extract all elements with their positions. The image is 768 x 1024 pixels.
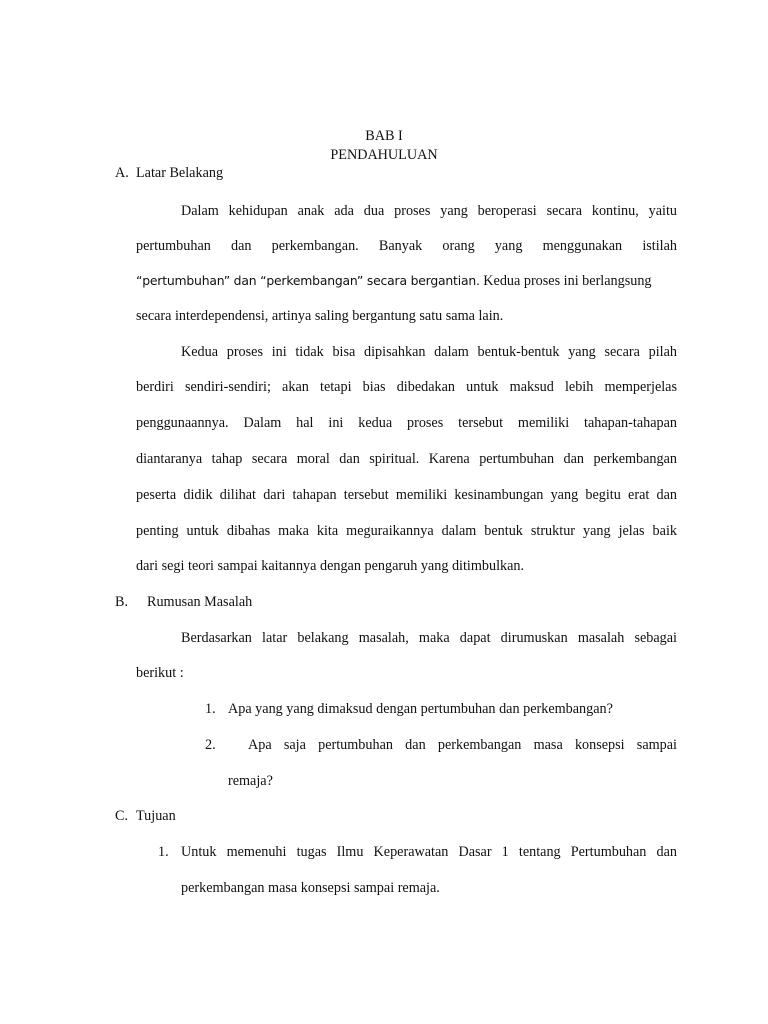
list-item-number: 2. <box>205 737 216 753</box>
section-a-p2-line5: peserta didik dilihat dari tahapan tersebut memiliki kesinambungan yang begitu erat dan <box>136 487 677 503</box>
section-a-heading: Latar Belakang <box>136 165 224 181</box>
section-a-p1-line3 <box>136 273 677 290</box>
section-a-p2-line1: Kedua proses ini tidak bisa dipisahkan dalam bentuk-bentuk yang secara pilah <box>181 344 677 360</box>
chapter-label: BAB I <box>365 128 403 144</box>
section-b-heading: Rumusan Masalah <box>147 594 253 610</box>
section-a-p2-line4: diantaranya tahap secara moral dan spiritual. Karena pertumbuhan dan perkembangan <box>136 451 677 467</box>
section-a-marker: A. <box>115 165 129 181</box>
section-b-marker: B. <box>115 594 129 610</box>
section-a-p1-line3-serif: Kedua proses ini berlangsung <box>479 273 652 289</box>
section-a-p1-line1: Dalam kehidupan anak ada dua proses yang beroperasi secara kontinu, yaitu <box>181 203 677 219</box>
section-a-p1-line3-sans: “pertumbuhan” dan “perkembangan” secara bergantian. <box>136 273 480 288</box>
chapter-title: PENDAHULUAN <box>330 147 438 163</box>
list-item-text-continued: remaja? <box>228 773 273 789</box>
section-b-p1-line2: berikut : <box>136 665 184 681</box>
section-a-p1-line2: pertumbuhan dan perkembangan. Banyak orang yang menggunakan istilah <box>136 238 677 254</box>
list-item-text: Apa saja pertumbuhan dan perkembangan masa konsepsi sampai <box>248 737 677 753</box>
list-item-text-continued: perkembangan masa konsepsi sampai remaja. <box>181 880 440 896</box>
section-b-p1-line1: Berdasarkan latar belakang masalah, maka dapat dirumuskan masalah sebagai <box>181 630 677 646</box>
list-item-text: Apa yang yang dimaksud dengan pertumbuhan dan perkembangan? <box>228 701 613 717</box>
section-a-p2-line3: penggunaannya. Dalam hal ini kedua proses tersebut memiliki tahapan-tahapan <box>136 415 677 431</box>
section-a-p2-line6: penting untuk dibahas maka kita meguraikannya dalam bentuk struktur yang jelas baik <box>136 523 677 539</box>
section-a-p2-line7: dari segi teori sampai kaitannya dengan pengaruh yang ditimbulkan. <box>136 558 525 574</box>
list-item-number: 1. <box>158 844 169 860</box>
list-item-text: Untuk memenuhi tugas Ilmu Keperawatan Dasar 1 tentang Pertumbuhan dan <box>181 844 677 860</box>
section-c-marker: C. <box>115 808 129 824</box>
section-c-heading: Tujuan <box>136 808 176 824</box>
section-a-p1-line4: secara interdependensi, artinya saling bergantung satu sama lain. <box>136 308 504 324</box>
section-a-p2-line2: berdiri sendiri-sendiri; akan tetapi bias dibedakan untuk maksud lebih memperjelas <box>136 379 677 395</box>
list-item-number: 1. <box>205 701 216 717</box>
